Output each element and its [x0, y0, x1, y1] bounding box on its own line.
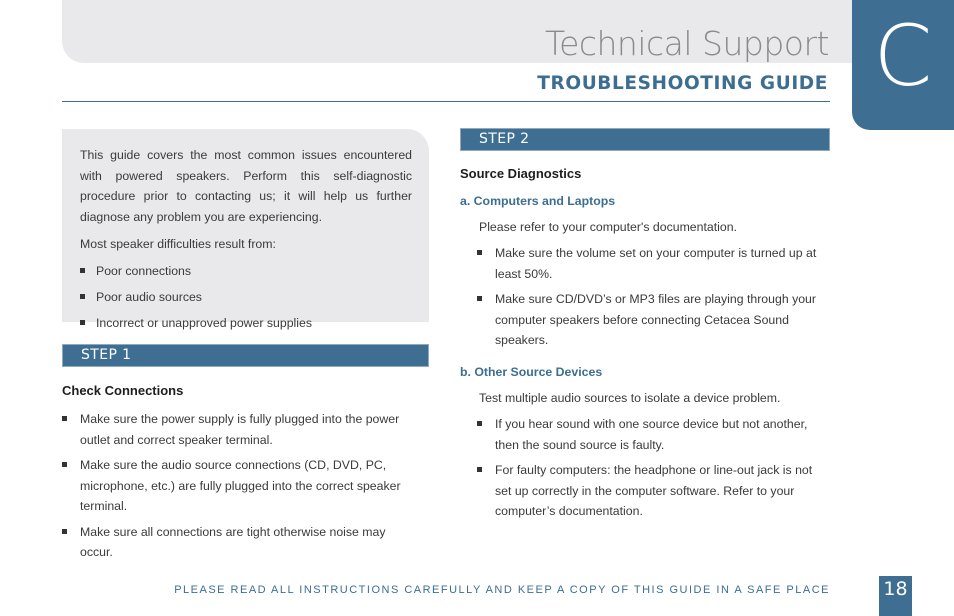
list-item-text: For faulty computers: the headphone or line-out jack is not set up correctly in the computer software. Refer to your computer’s documentation. [495, 463, 813, 518]
header-divider [62, 101, 830, 102]
list-item-text: Poor audio sources [96, 289, 202, 304]
list-item-text: Make sure all connections are tight otherwise noise may occur. [80, 524, 386, 559]
square-bullet-icon [477, 421, 482, 426]
page-number: 18 [879, 576, 912, 616]
section-a-intro: Please refer to your computer's documentation. [479, 220, 737, 234]
chapter-tab [852, 0, 954, 130]
list-item [80, 287, 254, 307]
step2-heading: Source Diagnostics [460, 166, 582, 181]
square-bullet-icon [62, 462, 67, 467]
list-item [477, 243, 817, 284]
list-item [80, 313, 412, 333]
intro-cause-list [80, 261, 412, 339]
square-bullet-icon [477, 467, 482, 472]
list-item [62, 409, 402, 450]
list-item-text: Make sure the audio source connections (CD, DVD, PC, microphone, etc.) are fully plugged into the correct speaker terminal. [80, 458, 401, 513]
list-item-text: Make sure CD/DVD’s or MP3 files are playing through your computer speakers before connecting Cetacea Sound speakers. [495, 292, 816, 347]
list-item [62, 522, 402, 563]
page-title: Technical Support [545, 24, 829, 63]
intro-lead: Most speaker difficulties result from: [80, 237, 276, 252]
section-b-bullet-list [477, 414, 817, 527]
list-item-text: Incorrect or unapproved power supplies [96, 315, 313, 330]
step1-bar: STEP 1 [62, 344, 429, 367]
square-bullet-icon [80, 268, 85, 273]
step1-bullet-list [62, 409, 402, 568]
section-a-title: a. Computers and Laptops [460, 194, 616, 208]
footer-notice: PLEASE READ ALL INSTRUCTIONS CAREFULLY AND KEEP A COPY OF THIS GUIDE IN A SAFE PLACE [174, 584, 830, 596]
page-subtitle: TROUBLESHOOTING GUIDE [537, 73, 828, 94]
square-bullet-icon [477, 250, 482, 255]
list-item [477, 460, 817, 522]
chapter-letter: C [873, 7, 933, 105]
list-item [477, 289, 817, 351]
step2-bar: STEP 2 [460, 128, 830, 151]
square-bullet-icon [80, 320, 85, 325]
list-item [477, 414, 817, 455]
list-item-text: Make sure the volume set on your computer is turned up at least 50%. [495, 246, 817, 281]
square-bullet-icon [62, 529, 67, 534]
list-item [80, 261, 254, 281]
section-b-intro: Test multiple audio sources to isolate a device problem. [479, 391, 781, 405]
step1-heading: Check Connections [62, 383, 184, 398]
square-bullet-icon [62, 416, 67, 421]
section-b-title: b. Other Source Devices [460, 365, 603, 379]
list-item [62, 455, 402, 517]
list-item-text: Poor connections [96, 263, 192, 278]
list-item-text: If you hear sound with one source device but not another, then the sound source is faulty. [495, 417, 808, 452]
square-bullet-icon [80, 294, 85, 299]
list-item-text: Make sure the power supply is fully plugged into the power outlet and correct speaker terminal. [80, 412, 400, 447]
section-a-bullet-list [477, 243, 817, 356]
intro-paragraph: This guide covers the most common issues encountered with powered speakers. Perform this self-diagnostic procedure prior to contacting us; it will help us further diagnose any problem you are experiencing. [80, 148, 412, 224]
intro-box [62, 129, 429, 330]
square-bullet-icon [477, 296, 482, 301]
